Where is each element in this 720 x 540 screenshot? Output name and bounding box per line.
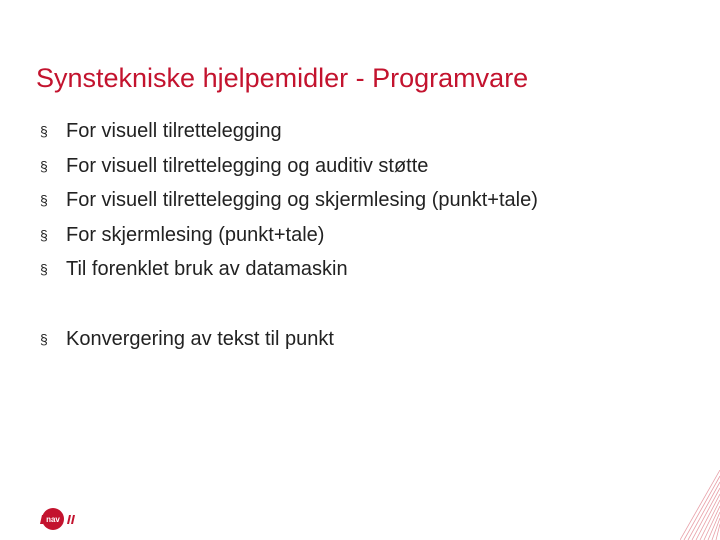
bullet-text: For visuell tilrettelegging og skjermlesing (punkt+tale) (66, 189, 538, 211)
corner-stripes-icon (680, 470, 720, 540)
bullet-text: For visuell tilrettelegging (66, 120, 282, 142)
bullet-marker-icon: § (40, 226, 48, 243)
logo-text: nav (46, 515, 60, 524)
bullet-marker-icon: § (40, 192, 48, 208)
bullet-marker-icon: § (40, 330, 48, 347)
logo-slash-right (67, 515, 71, 524)
bullet-text: Til forenklet bruk av datamaskin (66, 258, 348, 280)
bullet-text: For skjermlesing (punkt+tale) (66, 223, 325, 246)
logo-slash-right-2 (71, 515, 75, 524)
bullet-marker-icon: § (40, 123, 48, 139)
nav-logo-icon (38, 506, 78, 532)
bullet-marker-icon: § (40, 157, 48, 174)
bullet-marker-icon: § (40, 261, 48, 277)
bullet-text: For visuell tilrettelegging og auditiv støtte (66, 154, 429, 177)
slide-title: Synstekniske hjelpemidler - Programvare (36, 63, 529, 93)
bullet-text: Konvergering av tekst til punkt (66, 327, 334, 350)
